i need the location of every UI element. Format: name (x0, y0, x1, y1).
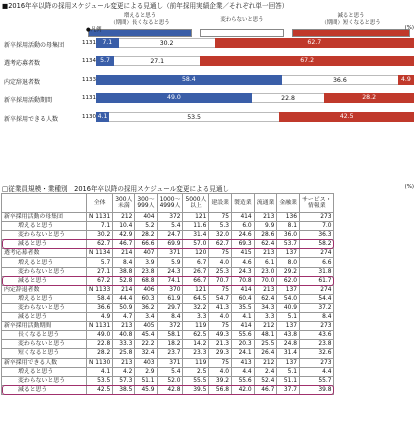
table-row (2, 349, 334, 358)
n-cell: 121 (183, 285, 209, 294)
legend-label: （期間）短くなると思う (321, 20, 381, 26)
value-cell: 6.1 (254, 258, 277, 267)
n-cell: 119 (183, 358, 209, 367)
table-row (2, 367, 334, 376)
column-header: 建設業 (209, 194, 232, 213)
value-cell: 8.4 (300, 313, 334, 322)
row-highlight (2, 239, 334, 249)
value-cell: 62.4 (254, 240, 277, 249)
n-cell: 119 (183, 322, 209, 331)
value-cell: 62.0 (277, 276, 300, 285)
value-cell: 54.4 (300, 294, 334, 303)
legend-label: （期間）長くなると思う (110, 20, 170, 26)
n-cell: N 1134 (87, 249, 113, 258)
legend-label: 変わらないと思う (220, 16, 264, 23)
value-cell: 36.6 (87, 303, 113, 312)
value-cell: 46.7 (254, 385, 277, 394)
value-cell: 23.8 (135, 267, 157, 276)
value-cell: 36.0 (277, 231, 300, 240)
row-label: 減ると思う (2, 313, 87, 322)
crosstab-table (1, 193, 334, 395)
value-cell: 23.7 (157, 349, 183, 358)
n-cell: 274 (300, 249, 334, 258)
value-cell: 24.8 (277, 340, 300, 349)
value-cell: 20.3 (232, 340, 255, 349)
value-cell: 69.9 (157, 240, 183, 249)
legend-item (196, 11, 288, 37)
value-cell: 58.4 (87, 294, 113, 303)
value-cell: 11.6 (183, 222, 209, 231)
value-cell: 60.4 (232, 294, 255, 303)
legend-item (288, 11, 414, 37)
value-cell: 64.5 (183, 294, 209, 303)
n-cell: 75 (209, 249, 232, 258)
n-cell: 213 (254, 285, 277, 294)
row-label: 短くなると思う (2, 349, 87, 358)
bar-row (0, 56, 420, 66)
bar-segment: 58.4 (96, 75, 282, 85)
value-cell: 70.8 (232, 276, 255, 285)
value-cell: 23.3 (183, 349, 209, 358)
value-cell: 51.1 (277, 376, 300, 385)
value-cell: 5.3 (209, 222, 232, 231)
n-cell: 370 (157, 285, 183, 294)
value-cell: 5.7 (87, 258, 113, 267)
section2-title: □従業員規模・業種別 2016年卒以降の採用スケジュール変更による見通し (2, 185, 230, 193)
value-cell: 24.3 (157, 267, 183, 276)
n-cell: 414 (232, 213, 255, 222)
value-cell: 29.3 (209, 349, 232, 358)
row-label: 変わらないと思う (2, 267, 87, 276)
row-label: 変わらないと思う (2, 340, 87, 349)
n-value: 1130 (82, 113, 96, 120)
value-cell: 24.1 (232, 349, 255, 358)
row-label: 変わらないと思う (2, 376, 87, 385)
value-cell: 28.6 (254, 231, 277, 240)
value-cell: 62.5 (183, 331, 209, 340)
value-cell: 70.0 (254, 276, 277, 285)
value-cell: 58.1 (157, 331, 183, 340)
value-cell: 38.8 (113, 267, 135, 276)
value-cell: 25.3 (209, 267, 232, 276)
value-cell: 22.8 (87, 340, 113, 349)
group-label: 選考応募者数 (2, 249, 87, 258)
bar-segment: 49.0 (96, 93, 252, 103)
value-cell: 27.1 (87, 267, 113, 276)
value-cell: 4.6 (232, 258, 255, 267)
value-cell: 62.4 (254, 294, 277, 303)
value-cell: 55.6 (232, 331, 255, 340)
column-header: 流通業 (254, 194, 277, 213)
column-header: 全体 (87, 194, 113, 213)
value-cell: 33.3 (113, 340, 135, 349)
value-cell: 9.9 (254, 222, 277, 231)
category-label: 新卒採用できる人数 (4, 115, 59, 123)
value-cell: 4.1 (87, 367, 113, 376)
value-cell: 31.4 (277, 349, 300, 358)
bar-segment: 36.6 (282, 75, 398, 85)
bar-segment: 28.2 (324, 93, 414, 103)
value-cell: 8.0 (277, 258, 300, 267)
n-cell: 274 (300, 285, 334, 294)
value-cell: 5.2 (135, 222, 157, 231)
bar-segment: 4.9 (398, 75, 414, 85)
group-label: 内定辞退者数 (2, 285, 87, 294)
group-label: 新卒採用活動期間 (2, 322, 87, 331)
value-cell: 69.3 (232, 240, 255, 249)
row-label: 減ると思う (2, 276, 87, 285)
value-cell: 42.9 (113, 231, 135, 240)
value-cell: 35.5 (232, 303, 255, 312)
table-row (2, 267, 334, 276)
value-cell: 3.4 (135, 313, 157, 322)
n-cell: 137 (277, 285, 300, 294)
table-row (2, 376, 334, 385)
row-label: 変わらないと思う (2, 231, 87, 240)
n-cell: 371 (157, 249, 183, 258)
column-header: 製造業 (232, 194, 255, 213)
n-cell: 75 (209, 213, 232, 222)
value-cell: 3.3 (183, 313, 209, 322)
value-cell: 23.0 (254, 267, 277, 276)
value-cell: 26.4 (254, 349, 277, 358)
n-cell: 273 (300, 358, 334, 367)
value-cell: 39.2 (209, 376, 232, 385)
value-cell: 21.3 (209, 340, 232, 349)
value-cell: 55.5 (183, 376, 209, 385)
column-header: サービス・ 情報業 (300, 194, 334, 213)
value-cell: 48.1 (254, 331, 277, 340)
bar-segment: 30.2 (119, 38, 215, 48)
value-cell: 32.2 (183, 303, 209, 312)
n-cell: 212 (254, 322, 277, 331)
n-cell: N 1130 (87, 358, 113, 367)
value-cell: 56.8 (209, 385, 232, 394)
value-cell: 37.7 (277, 385, 300, 394)
column-header: 300～ 999人 (135, 194, 157, 213)
row-label: 減ると思う (2, 240, 87, 249)
value-cell: 57.3 (113, 376, 135, 385)
value-cell: 5.1 (277, 367, 300, 376)
row-label: 長くなると思う (2, 331, 87, 340)
value-cell: 2.4 (254, 367, 277, 376)
value-cell: 24.7 (157, 231, 183, 240)
n-cell: 372 (157, 322, 183, 331)
n-cell: 136 (277, 213, 300, 222)
value-cell: 3.9 (135, 258, 157, 267)
n-cell: 212 (254, 358, 277, 367)
n-cell: 214 (113, 249, 135, 258)
table-row (2, 222, 334, 231)
value-cell: 52.4 (254, 376, 277, 385)
n-cell: 212 (113, 213, 135, 222)
value-cell: 32.0 (209, 231, 232, 240)
legend-swatch (292, 29, 410, 37)
value-cell: 42.0 (232, 385, 255, 394)
row-label: 増えると思う (2, 222, 87, 231)
column-header: 金融業 (277, 194, 300, 213)
value-cell: 70.7 (209, 276, 232, 285)
value-cell: 67.2 (87, 276, 113, 285)
value-cell: 61.7 (300, 276, 334, 285)
value-cell: 4.7 (113, 313, 135, 322)
value-cell: 4.4 (232, 367, 255, 376)
value-cell: 52.8 (113, 276, 135, 285)
table-percent-unit: (%) (404, 184, 414, 190)
value-cell: 49.3 (209, 331, 232, 340)
n-cell: 404 (135, 213, 157, 222)
legend-label: 増えると思う (123, 13, 157, 19)
value-cell: 44.4 (113, 294, 135, 303)
value-cell: 32.6 (300, 349, 334, 358)
value-cell: 66.7 (183, 276, 209, 285)
n-cell: 273 (300, 322, 334, 331)
value-cell: 5.4 (157, 367, 183, 376)
bar-row (0, 93, 420, 103)
n-cell: 407 (135, 249, 157, 258)
value-cell: 66.6 (135, 240, 157, 249)
table-row (2, 294, 334, 303)
n-cell: 137 (277, 322, 300, 331)
section1-title: ■2016年卒以降の採用スケジュール変更による見通し（前年採用実績企業／それぞれ単一回答） (2, 2, 289, 10)
value-cell: 5.1 (277, 313, 300, 322)
value-cell: 57.0 (183, 240, 209, 249)
value-cell: 54.7 (209, 294, 232, 303)
n-cell: 120 (183, 249, 209, 258)
value-cell: 22.2 (135, 340, 157, 349)
value-cell: 7.0 (300, 222, 334, 231)
value-cell: 8.1 (277, 222, 300, 231)
value-cell: 62.7 (87, 240, 113, 249)
category-label: 内定辞退者数 (4, 78, 41, 86)
value-cell: 6.0 (232, 222, 255, 231)
table-row (2, 303, 334, 312)
value-cell: 61.9 (157, 294, 183, 303)
table-row (2, 258, 334, 267)
value-cell: 24.3 (232, 267, 255, 276)
n-cell: 214 (113, 285, 135, 294)
value-cell: 4.0 (209, 258, 232, 267)
n-cell: 137 (277, 249, 300, 258)
bar-row (0, 38, 420, 48)
value-cell: 2.9 (135, 367, 157, 376)
n-cell: 75 (209, 285, 232, 294)
bar-segment: 27.1 (114, 56, 200, 66)
value-cell: 4.1 (232, 313, 255, 322)
value-cell: 53.7 (277, 240, 300, 249)
value-cell: 18.2 (157, 340, 183, 349)
value-cell: 52.0 (157, 376, 183, 385)
n-cell: 371 (157, 358, 183, 367)
n-cell: 406 (135, 285, 157, 294)
value-cell: 23.8 (300, 340, 334, 349)
column-header: 300人 未満 (113, 194, 135, 213)
row-highlight (2, 385, 334, 395)
bar-row (0, 112, 420, 122)
n-cell: 273 (300, 213, 334, 222)
value-cell: 38.5 (113, 385, 135, 394)
column-header: 5000人 以上 (183, 194, 209, 213)
bar-segment: 4.1 (97, 112, 108, 120)
bar-segment: 5.7 (96, 56, 114, 66)
value-cell: 10.4 (113, 222, 135, 231)
value-cell: 53.5 (87, 376, 113, 385)
row-label: 変わらないと思う (2, 303, 87, 312)
value-cell: 32.4 (135, 349, 157, 358)
value-cell: 31.4 (183, 231, 209, 240)
bar-segment: 7.1 (96, 38, 119, 48)
n-cell: 213 (254, 213, 277, 222)
value-cell: 14.2 (183, 340, 209, 349)
percent-unit: (%) (404, 25, 414, 31)
value-cell: 40.9 (277, 303, 300, 312)
value-cell: 8.4 (157, 313, 183, 322)
value-cell: 6.6 (300, 258, 334, 267)
legend-swatch (200, 29, 284, 37)
legend (84, 11, 414, 37)
category-label: 新卒採用活動の母集団 (4, 42, 65, 49)
n-cell: 415 (232, 249, 255, 258)
category-label: 新卒採用活動期間 (4, 97, 53, 105)
group-label: 新卒採用できる人数 (2, 358, 87, 367)
value-cell: 68.8 (135, 276, 157, 285)
table-row (2, 331, 334, 340)
value-cell: 41.3 (209, 303, 232, 312)
value-cell: 34.3 (254, 303, 277, 312)
value-cell: 42.5 (87, 385, 113, 394)
value-cell: 36.2 (135, 303, 157, 312)
n-cell: 121 (183, 213, 209, 222)
n-cell: 213 (254, 249, 277, 258)
value-cell: 74.1 (157, 276, 183, 285)
value-cell: 36.3 (300, 231, 334, 240)
n-cell: 405 (135, 322, 157, 331)
n-value: 1134 (82, 58, 96, 65)
category-label: 選考応募者数 (4, 60, 41, 68)
value-cell: 6.7 (183, 258, 209, 267)
column-header: 1000～ 4999人 (157, 194, 183, 213)
table-row (2, 340, 334, 349)
legend-marker: ●凡例 (86, 27, 102, 33)
value-cell: 3.3 (254, 313, 277, 322)
value-cell: 28.2 (87, 349, 113, 358)
value-cell: 28.2 (135, 231, 157, 240)
bar-segment: 62.7 (215, 38, 414, 48)
bar-segment: 42.5 (279, 112, 414, 122)
value-cell: 31.8 (300, 267, 334, 276)
n-cell: 75 (209, 322, 232, 331)
n-cell: 75 (209, 358, 232, 367)
n-cell: N 1131 (87, 322, 113, 331)
value-cell: 7.1 (87, 222, 113, 231)
value-cell: 62.7 (209, 240, 232, 249)
value-cell: 29.7 (157, 303, 183, 312)
value-cell: 4.2 (113, 367, 135, 376)
value-cell: 60.3 (135, 294, 157, 303)
value-cell: 8.4 (113, 258, 135, 267)
value-cell: 4.0 (209, 367, 232, 376)
n-cell: 403 (135, 358, 157, 367)
value-cell: 29.2 (277, 267, 300, 276)
table-row (2, 313, 334, 322)
value-cell: 45.4 (135, 331, 157, 340)
value-cell: 58.2 (300, 240, 334, 249)
value-cell: 4.9 (87, 313, 113, 322)
value-cell: 37.2 (300, 303, 334, 312)
value-cell: 4.0 (209, 313, 232, 322)
value-cell: 5.4 (157, 222, 183, 231)
value-cell: 25.5 (254, 340, 277, 349)
value-cell: 30.2 (87, 231, 113, 240)
bar-segment: 22.8 (252, 93, 325, 103)
value-cell: 54.0 (277, 294, 300, 303)
bar-segment: 53.5 (109, 112, 279, 122)
n-cell: 414 (232, 322, 255, 331)
value-cell: 43.6 (300, 331, 334, 340)
n-cell: 414 (232, 285, 255, 294)
n-cell: N 1133 (87, 285, 113, 294)
value-cell: 40.8 (113, 331, 135, 340)
legend-swatch (88, 29, 192, 37)
n-cell: 213 (113, 322, 135, 331)
value-cell: 39.8 (300, 385, 334, 394)
row-label: 増えると思う (2, 367, 87, 376)
value-cell: 43.8 (277, 331, 300, 340)
value-cell: 46.7 (113, 240, 135, 249)
legend-label: 減ると思う (337, 13, 365, 19)
n-value: 1133 (82, 76, 96, 83)
value-cell: 39.5 (183, 385, 209, 394)
value-cell: 55.6 (232, 376, 255, 385)
header-blank (2, 194, 87, 213)
value-cell: 26.7 (183, 267, 209, 276)
value-cell: 2.5 (183, 367, 209, 376)
bar-row (0, 75, 420, 85)
value-cell: 45.9 (135, 385, 157, 394)
value-cell: 4.4 (300, 367, 334, 376)
value-cell: 24.6 (232, 231, 255, 240)
stacked-bar-chart (0, 38, 420, 138)
value-cell: 50.9 (113, 303, 135, 312)
value-cell: 51.1 (135, 376, 157, 385)
value-cell: 42.8 (157, 385, 183, 394)
value-cell: 49.0 (87, 331, 113, 340)
n-value: 1131 (82, 40, 96, 46)
n-cell: 213 (113, 358, 135, 367)
row-highlight (2, 276, 334, 286)
group-label: 新卒採用活動の母集団 (2, 213, 87, 222)
row-label: 減ると思う (2, 385, 87, 394)
n-value: 1131 (82, 95, 96, 102)
value-cell: 5.9 (157, 258, 183, 267)
n-cell: 413 (232, 358, 255, 367)
n-cell: 137 (277, 358, 300, 367)
n-cell: N 1131 (87, 213, 113, 222)
value-cell: 25.8 (113, 349, 135, 358)
row-label: 増えると思う (2, 258, 87, 267)
value-cell: 55.7 (300, 376, 334, 385)
bar-segment: 67.2 (200, 56, 414, 66)
n-cell: 372 (157, 213, 183, 222)
row-label: 増えると思う (2, 294, 87, 303)
